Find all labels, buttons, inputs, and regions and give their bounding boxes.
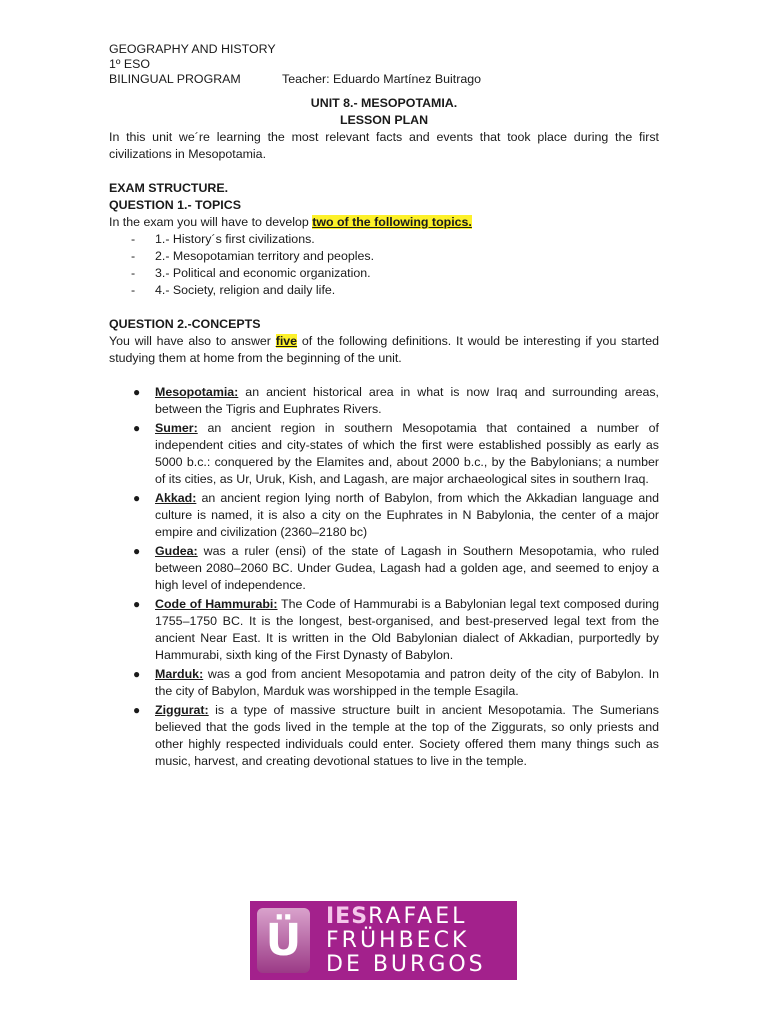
question1-heading: QUESTION 1.- TOPICS bbox=[109, 198, 241, 212]
logo-ies: IES bbox=[326, 903, 369, 929]
definition-item: ● Code of Hammurabi: The Code of Hammurabi is a Babylonian legal text composed during 1755–1750 BC. It is the longest, best-organised, and best-preserved legal text from the ancient Near East. It is written in the Old Babylonian dialect of Akkadian, purportedly by Hammurabi, sixth king of the First Dynasty of Babylon. bbox=[133, 597, 659, 662]
logo-text bbox=[326, 905, 486, 977]
question1-highlight: two of the following topics. bbox=[312, 215, 472, 229]
definitions-list bbox=[109, 384, 659, 770]
definition-item: ● Gudea: was a ruler (ensi) of the state of Lagash in Southern Mesopotamia, who ruled between 2080–2060 BC. Under Gudea, Lagash had a golden age, and seemed to enjoy a high level of independence. bbox=[133, 544, 659, 592]
definition-item: ● Ziggurat: is a type of massive structure built in ancient Mesopotamia. The Sumerians believed that the gods lived in the temple at the top of the Ziggurats, so only priests and other highly respected individuals could enter. Society offered them many things such as music, harvest, and creating devotional statues to live in the temple. bbox=[133, 703, 659, 768]
definition-term: Gudea: bbox=[155, 544, 198, 558]
header-program: BILINGUAL PROGRAM bbox=[109, 72, 241, 86]
logo-mark: Ü bbox=[257, 908, 310, 973]
logo-line2: FRÜHBECK bbox=[326, 927, 470, 953]
header-level: 1º ESO bbox=[109, 57, 151, 71]
definition-term: Sumer: bbox=[155, 421, 198, 435]
document-page bbox=[109, 42, 659, 772]
school-logo bbox=[250, 901, 517, 980]
topics-list bbox=[109, 231, 659, 299]
definition-item: ● Mesopotamia: an ancient historical area in what is now Iraq and surrounding areas, between the Tigris and Euphrates Rivers. bbox=[133, 385, 659, 416]
definition-term: Akkad: bbox=[155, 491, 197, 505]
list-item: - 2.- Mesopotamian territory and peoples. bbox=[131, 249, 375, 263]
definition-term: Mesopotamia: bbox=[155, 385, 239, 399]
lesson-plan-title: LESSON PLAN bbox=[339, 113, 429, 127]
question1-intro: In the exam you will have to develop two of the following topics. bbox=[109, 215, 472, 229]
header-program-row bbox=[109, 72, 659, 87]
list-item: - 1.- History´s first civilizations. bbox=[131, 232, 315, 246]
question2-highlight: five bbox=[275, 334, 298, 348]
definition-item: ● Marduk: was a god from ancient Mesopotamia and patron deity of the city of Babylon. In the city of Babylon, Marduk was worshipped in the temple Esagila. bbox=[133, 667, 659, 698]
unit-title: UNIT 8.- MESOPOTAMIA. bbox=[310, 96, 458, 110]
definition-term: Code of Hammurabi: bbox=[155, 597, 278, 611]
header-subject: GEOGRAPHY AND HISTORY bbox=[109, 42, 276, 56]
definition-item: ● Sumer: an ancient region in southern Mesopotamia that contained a number of independent cities and city-states of which the first were established possibly as early as 5000 b.c.: conquered by the Elamites and, about 2000 b.c., by the Babylonians; a number of its cities, as Ur, Uruk, Kish, and Lagash, are major archaeological sites in southern Iraq. bbox=[133, 421, 659, 486]
definition-term: Marduk: bbox=[155, 667, 204, 681]
question2-intro: You will have also to answer five of the following definitions. It would be interesting if you started studying them at home from the beginning of the unit. bbox=[109, 334, 659, 365]
question2-heading: QUESTION 2.-CONCEPTS bbox=[109, 317, 261, 331]
intro-paragraph: In this unit we´re learning the most relevant facts and events that took place during the first civilizations in Mesopotamia. bbox=[109, 130, 659, 161]
list-item: - 4.- Society, religion and daily life. bbox=[131, 283, 336, 297]
logo-line3: DE BURGOS bbox=[326, 951, 486, 977]
exam-structure-heading: EXAM STRUCTURE. bbox=[109, 181, 229, 195]
list-item: - 3.- Political and economic organization. bbox=[131, 266, 371, 280]
definition-item: ● Akkad: an ancient region lying north of Babylon, from which the Akkadian language and culture is named, it is also a city on the Euphrates in N Babylonia, the center of a major empire and civilization (2360–2180 bc) bbox=[133, 491, 659, 539]
definition-term: Ziggurat: bbox=[155, 703, 209, 717]
header-teacher: Teacher: Eduardo Martínez Buitrago bbox=[282, 72, 482, 86]
logo-line1: RAFAEL bbox=[368, 903, 468, 929]
